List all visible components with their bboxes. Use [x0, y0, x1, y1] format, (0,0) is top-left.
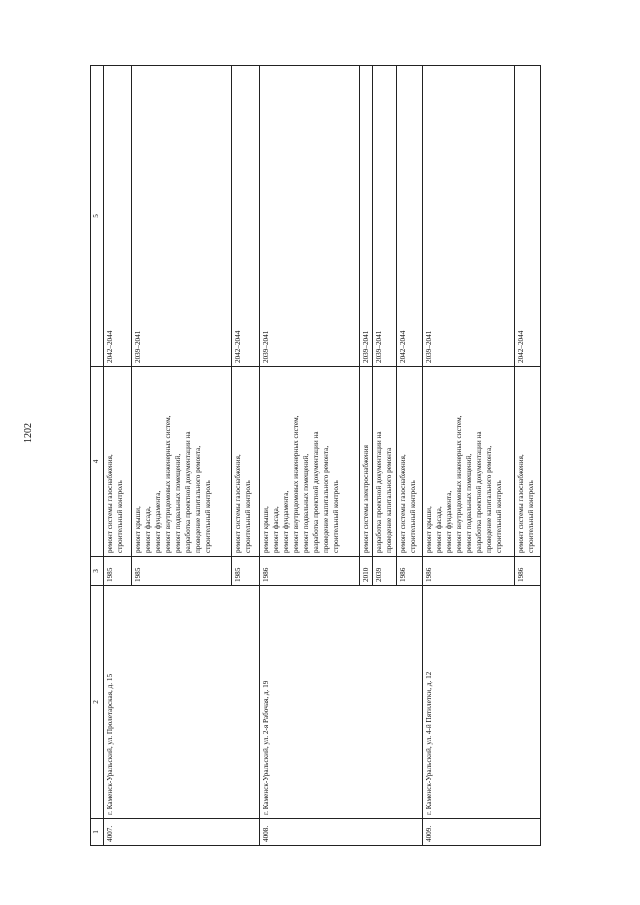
period-cell: 2039–2041: [132, 66, 232, 367]
year-cell: 1985: [132, 557, 232, 586]
work-cell: ремонт системы газоснабжения, строительный контроль: [397, 367, 423, 557]
work-cell: ремонт системы электроснабжения: [360, 367, 373, 557]
work-cell: разработка проектной документации на проведение капитального ремонта: [373, 367, 397, 557]
year-cell: 1986: [423, 557, 515, 586]
header-col-4: 4: [91, 367, 104, 557]
period-cell: 2042–2044: [232, 66, 260, 367]
year-cell: 2010: [360, 557, 373, 586]
period-cell: 2039–2041: [373, 66, 397, 367]
period-cell: 2042–2044: [397, 66, 423, 367]
repair-schedule-table-wrapper: [90, 66, 535, 846]
record-number: 4009.: [423, 819, 541, 846]
year-cell: 1985: [104, 557, 132, 586]
period-cell: 2039–2041: [360, 66, 373, 367]
period-cell: 2039–2041: [260, 66, 360, 367]
table-row: [104, 66, 132, 846]
record-address: г. Каменск-Уральский, ул. 2-я Рабочая, д. 19: [260, 586, 423, 819]
header-col-1: 1: [91, 819, 104, 846]
record-address: г. Каменск-Уральский, ул. Пролетарская, д. 15: [104, 586, 260, 819]
year-cell: 1986: [397, 557, 423, 586]
year-cell: 1986: [515, 557, 541, 586]
period-cell: 2042–2044: [515, 66, 541, 367]
header-row: [91, 66, 104, 846]
work-cell: ремонт системы газоснабжения, строительный контроль: [104, 367, 132, 557]
repair-schedule-table: [90, 65, 541, 846]
header-col-2: 2: [91, 586, 104, 819]
page-number: 1202: [23, 423, 34, 443]
year-cell: 2039: [373, 557, 397, 586]
record-number: 4007.: [104, 819, 260, 846]
header-col-3: 3: [91, 557, 104, 586]
header-col-5: 5: [91, 66, 104, 367]
table-row: [260, 66, 360, 846]
year-cell: 1985: [232, 557, 260, 586]
work-cell: ремонт крыши, ремонт фасада, ремонт фундамента, ремонт внутридомовых инженерных систем, ремонт подвальных помещений, разработка проектной документации на проведение капитального ремонта, строительный контроль: [132, 367, 232, 557]
period-cell: 2042–2044: [104, 66, 132, 367]
work-cell: ремонт крыши, ремонт фасада, ремонт фундамента, ремонт внутридомовых инженерных систем, ремонт подвальных помещений, разработка проектной документации на проведение капитального ремонта, строительный контроль: [260, 367, 360, 557]
work-cell: ремонт системы газоснабжения, строительный контроль: [515, 367, 541, 557]
record-address: г. Каменск-Уральский, ул. 4-й Пятилетки, д. 12: [423, 586, 541, 819]
work-cell: ремонт системы газоснабжения, строительный контроль: [232, 367, 260, 557]
work-cell: ремонт крыши, ремонт фасада, ремонт фундамента, ремонт внутридомовых инженерных систем, ремонт подвальных помещений, разработка проектной документации на проведение капитального ремонта, строительный контроль: [423, 367, 515, 557]
record-number: 4008.: [260, 819, 423, 846]
table-row: [423, 66, 515, 846]
period-cell: 2039–2041: [423, 66, 515, 367]
year-cell: 1986: [260, 557, 360, 586]
